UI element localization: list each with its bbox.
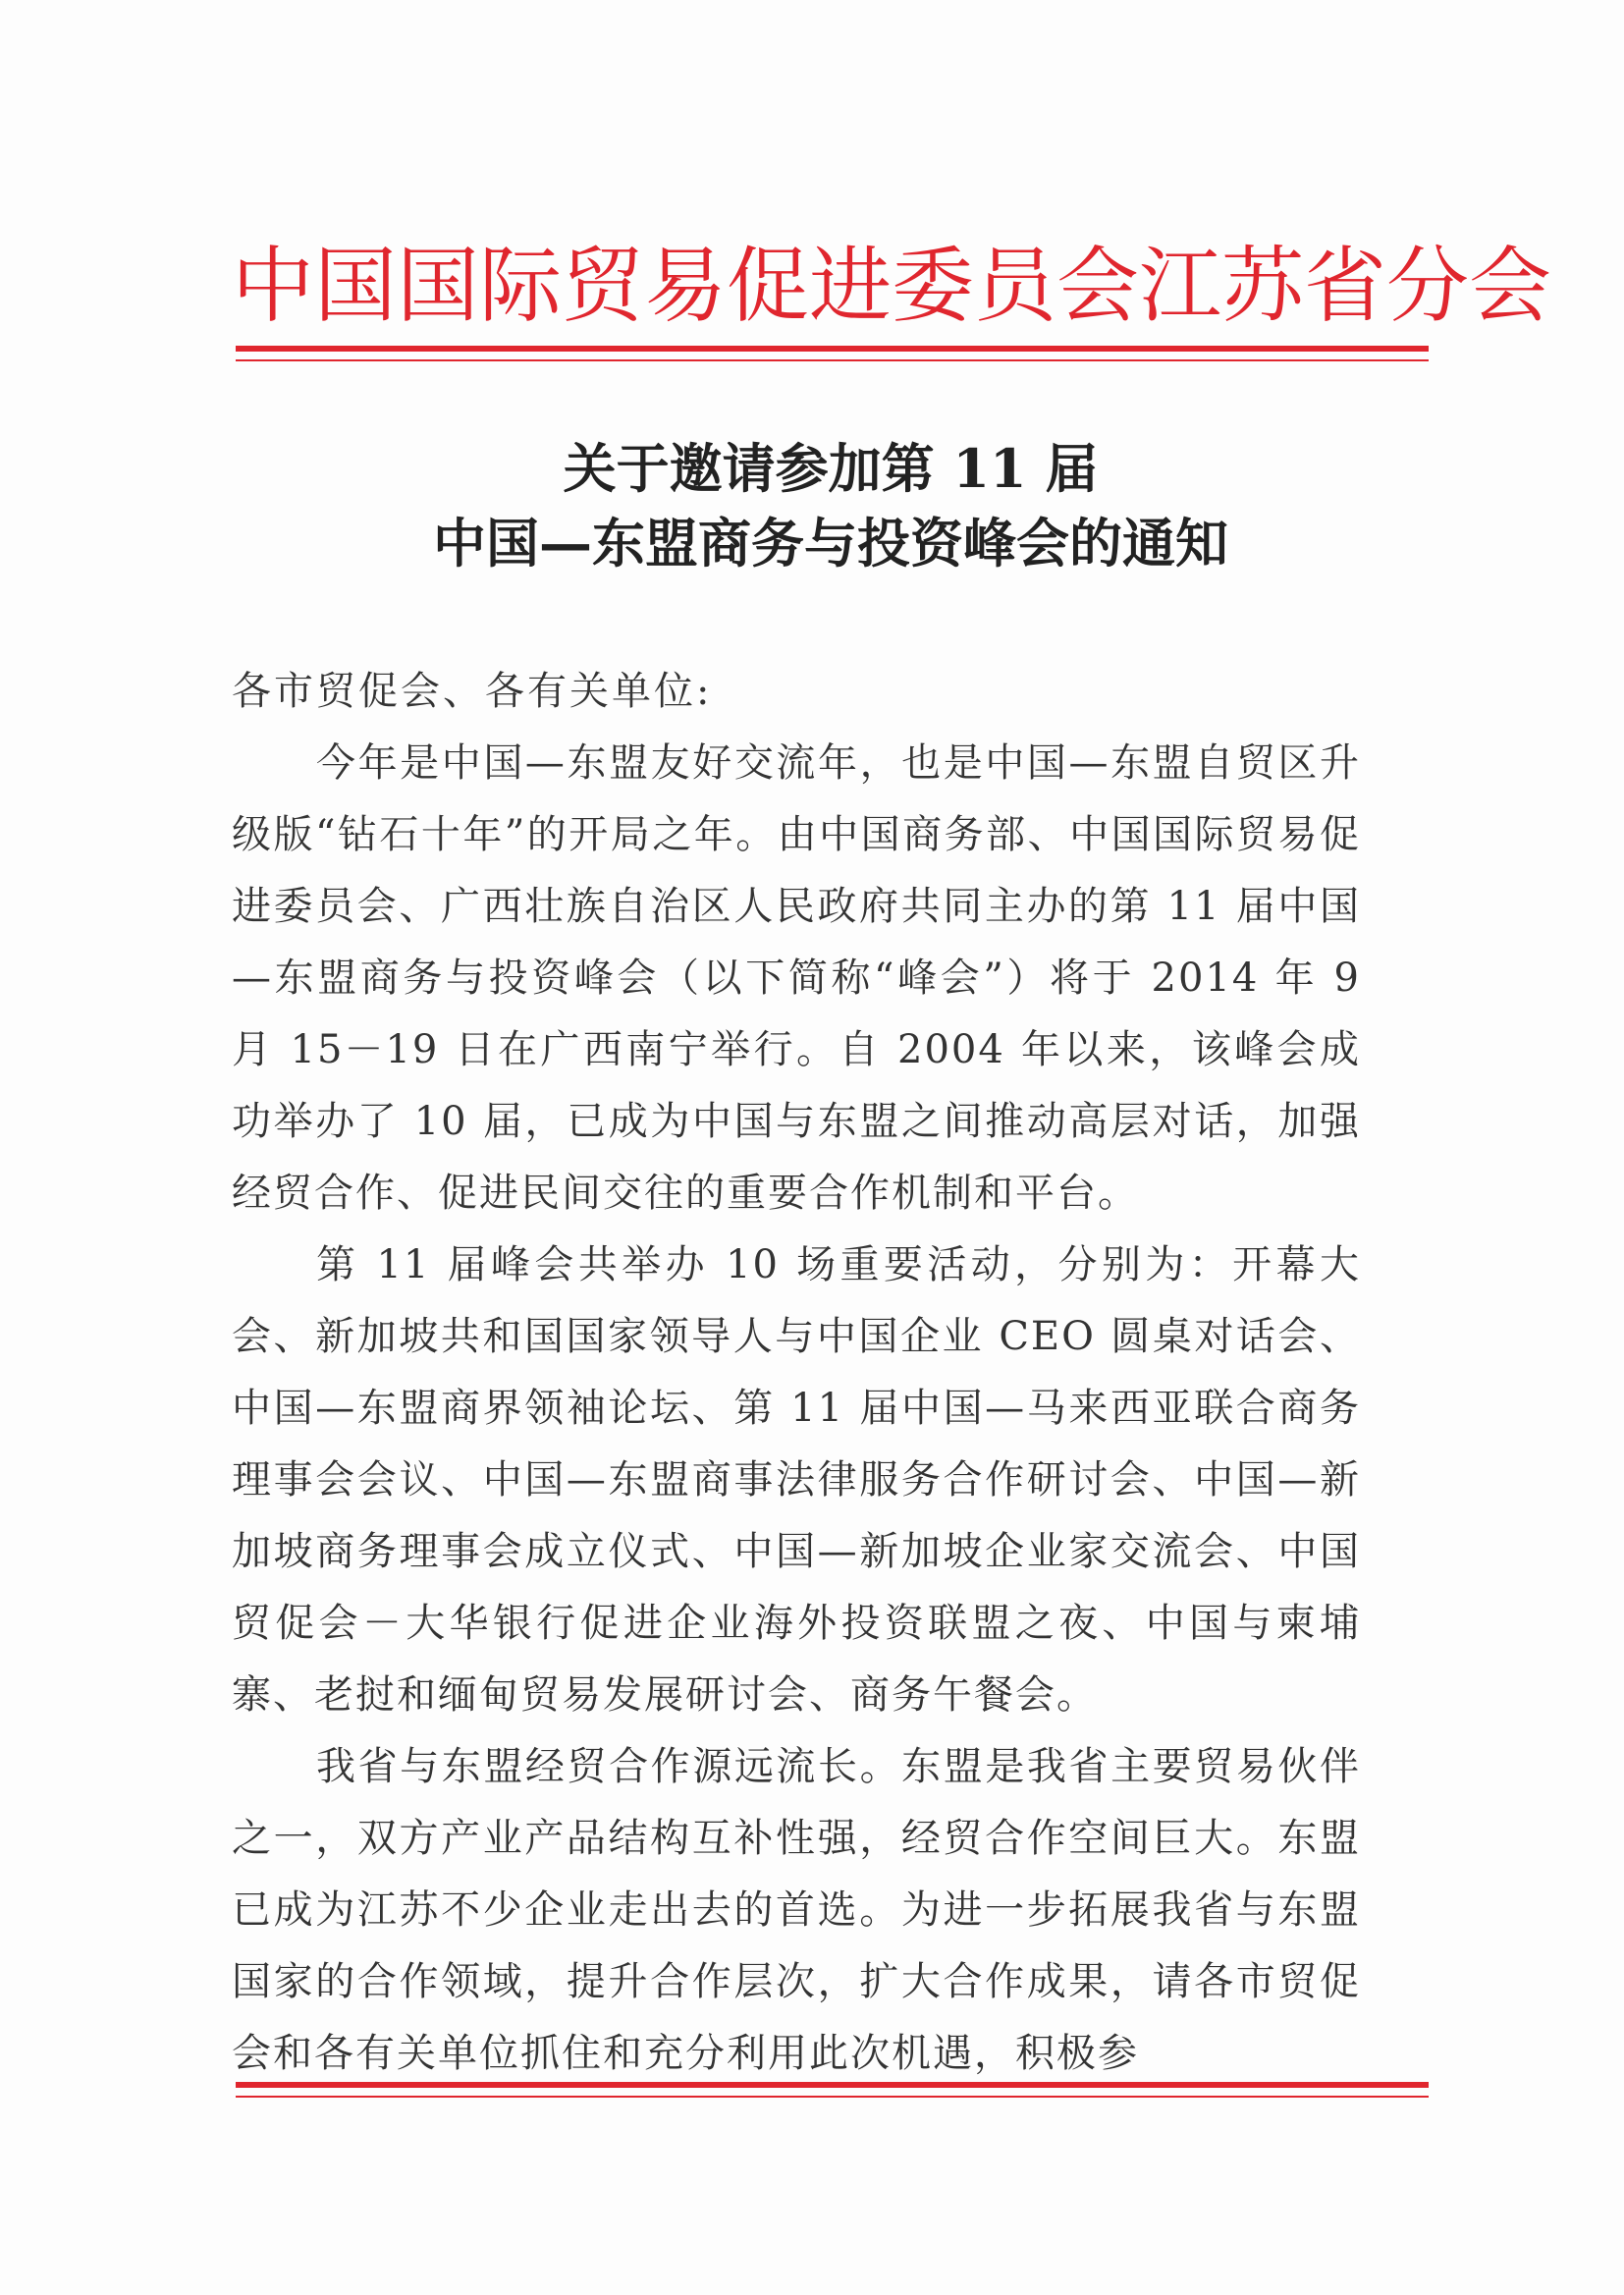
body-paragraph-2: 第 11 届峰会共举办 10 场重要活动，分别为：开幕大会、新加坡共和国国家领导人与中国企业 CEO 圆桌对话会、中国—东盟商界领袖论坛、第 11 届中国—马来西亚联合商务理事会会议、中国—东盟商事法律服务合作研讨会、中国—新加坡商务理事会成立仪式、中国—新加坡企业家交流会、中国贸促会－大华银行促进企业海外投资联盟之夜、中国与柬埔寨、老挝和缅甸贸易发展研讨会、商务午餐会。 (232, 1242, 1361, 1718)
document-title-line-1: 关于邀请参加第 11 届 (563, 437, 1099, 500)
body-paragraph-1: 今年是中国—东盟友好交流年，也是中国—东盟自贸区升级版“钻石十年”的开局之年。由中国商务部、中国国际贸易促进委员会、广西壮族自治区人民政府共同主办的第 11 届中国—东盟商务与投资峰会（以下简称“峰会”）将于 2014 年 9 月 15－19 日在广西南宁举行。自 2004 年以来，该峰会成功举办了 10 届，已成为中国与东盟之间推动高层对话，加强经贸合作、促进民间交往的重要合作机制和平台。 (232, 740, 1361, 1216)
footer-rule-thin (236, 2096, 1429, 2098)
letterhead-rule-thin (236, 359, 1429, 361)
body-paragraph-3: 我省与东盟经贸合作源远流长。东盟是我省主要贸易伙伴之一，双方产业产品结构互补性强，经贸合作空间巨大。东盟已成为江苏不少企业走出去的首选。为进一步拓展我省与东盟国家的合作领域，提升合作层次，扩大合作成果，请各市贸促会和各有关单位抓住和充分利用此次机遇，积极参 (232, 1744, 1361, 2076)
letterhead-rule-thick (236, 346, 1429, 352)
document-body (232, 656, 1361, 2090)
footer-rule-thick (236, 2082, 1429, 2088)
letterhead-org-name: 中国国际贸易促进委员会江苏省分会 (232, 238, 1552, 334)
salutation: 各市贸促会、各有关单位: (232, 669, 713, 714)
document-title-line-2: 中国—东盟商务与投资峰会的通知 (433, 512, 1228, 574)
